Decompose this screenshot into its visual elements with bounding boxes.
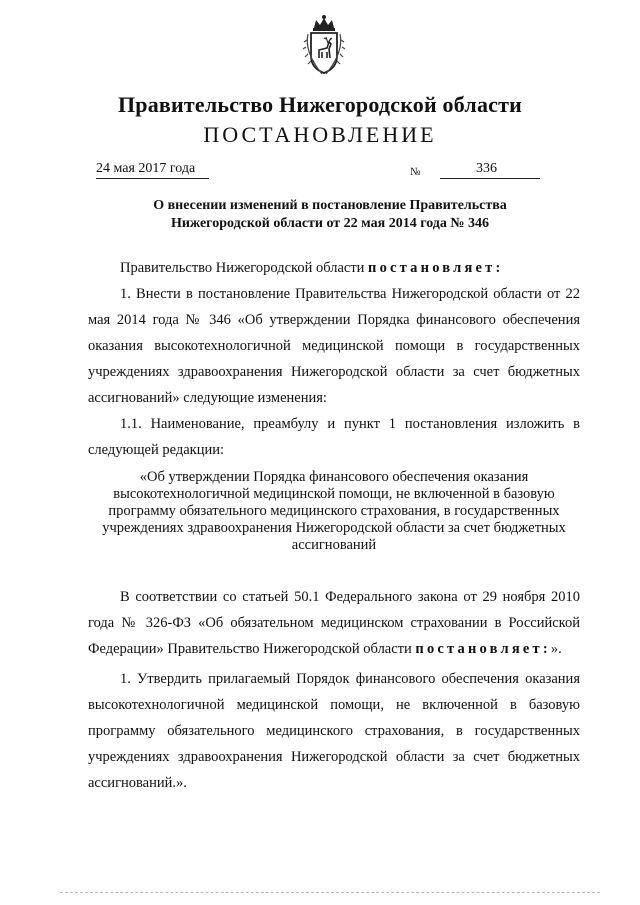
page-bottom-rule — [60, 892, 600, 893]
preamble-paragraph — [88, 584, 580, 662]
preamble-text: В соответствии со статьей 50.1 Федерального закона от 29 ноября 2010 года № 326-ФЗ «Об обязательном медицинском страховании в Российской Федерации» Правительство Нижегородской области — [88, 589, 580, 657]
preamble-keyword: постановляет: — [415, 641, 551, 657]
paragraph-1-1: 1.1. Наименование, преамбулу и пункт 1 постановления изложить в следующей редакции: — [88, 416, 580, 458]
coat-of-arms-icon — [302, 14, 346, 76]
quoted-title: «Об утверждении Порядка финансового обеспечения оказания высокотехнологичной медицинской помощи, не включенной в базовую программу обязательного медицинского страхования, в государственных учреждениях здравоохранения Нижегородской области за счет бюджетных ассигнований — [102, 469, 566, 553]
document-body — [88, 255, 580, 796]
intro-keyword: постановляет: — [368, 260, 504, 276]
preamble-end: ». — [550, 641, 562, 657]
number-sign: № — [410, 166, 421, 178]
intro-paragraph — [88, 255, 580, 281]
document-subject — [80, 197, 580, 233]
item-1-paragraph: 1. Утвердить прилагаемый Порядок финансового обеспечения оказания высокотехнологичной медицинской помощи, не включенной в базовую программу обязательного медицинского страхования, в государственных учреждениях здравоохранения Нижегородской области за счет бюджетных ассигнований.». — [88, 671, 580, 791]
paragraph-1: 1. Внести в постановление Правительства Нижегородской области от 22 мая 2014 года № 346 «Об утверждении Порядка финансового обеспечения оказания высокотехнологичной медицинской помощи в государственных учреждениях здравоохранения Нижегородской области за счет бюджетных ассигнований» следующие изменения: — [88, 286, 580, 406]
document-date: 24 мая 2017 года — [96, 161, 209, 179]
document-number: 336 — [440, 161, 540, 179]
subject-line-2: Нижегородской области от 22 мая 2014 года № 346 — [171, 216, 489, 231]
document-type: ПОСТАНОВЛЕНИЕ — [203, 122, 437, 147]
organization-title: Правительство Нижегородской области — [117, 92, 522, 117]
subject-line-1: О внесении изменений в постановление Правительства — [153, 198, 507, 213]
intro-text: Правительство Нижегородской области — [120, 260, 369, 276]
